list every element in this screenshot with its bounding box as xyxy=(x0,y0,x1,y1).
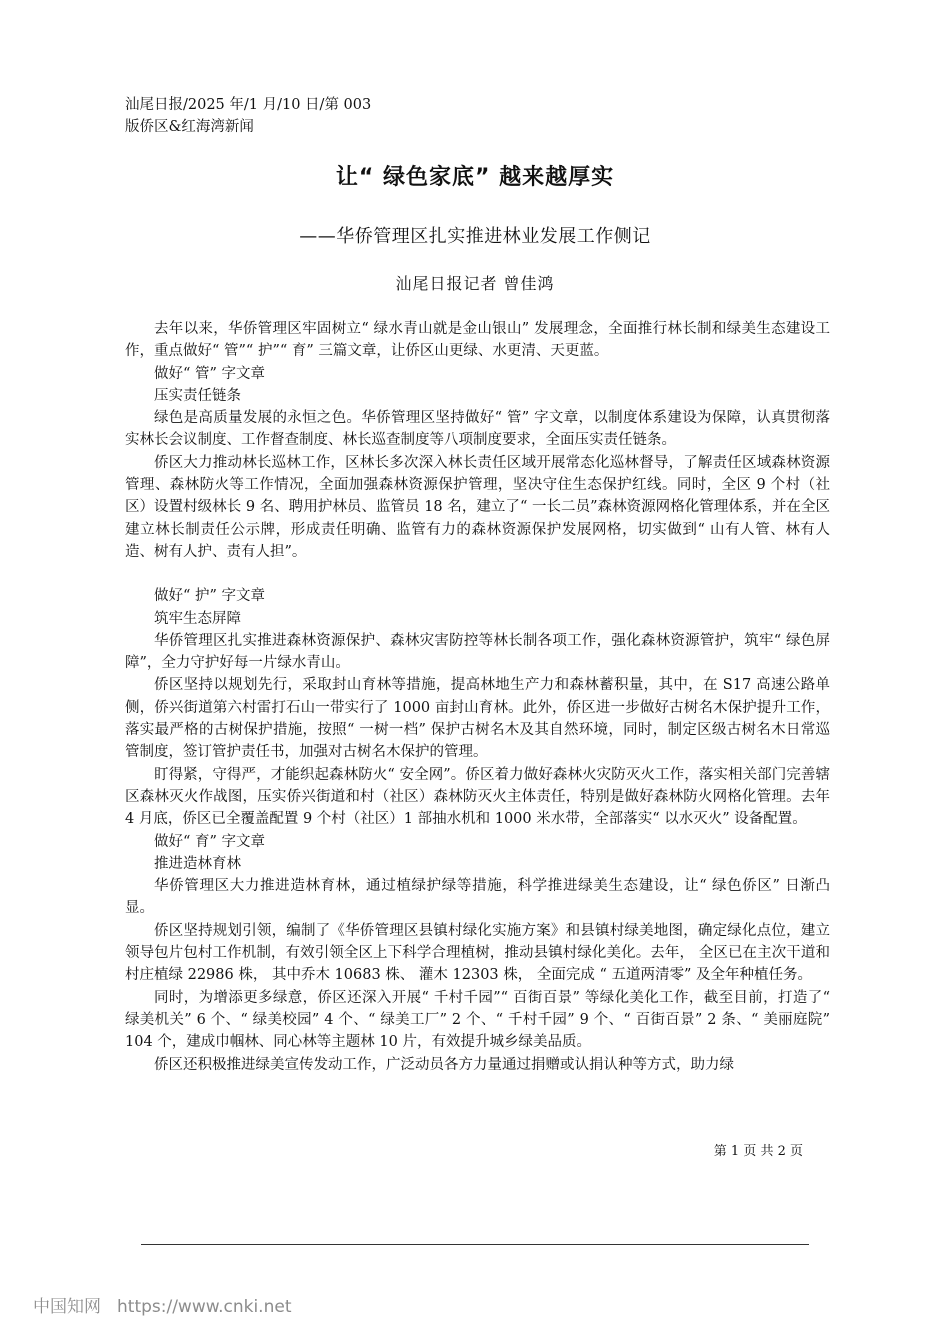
watermark xyxy=(33,1292,291,1317)
section-subheading: 筑牢生态屏障 xyxy=(154,610,241,627)
section-subheading: 压实责任链条 xyxy=(154,387,241,404)
watermark-url: https://www.cnki.net xyxy=(117,1297,292,1317)
paragraph: 华侨管理区大力推进造林育林，通过植绿护绿等措施，科学推进绿美生态建设，让“ 绿色侨区” 日渐凸显。 xyxy=(125,878,830,917)
footer-divider xyxy=(141,1244,809,1245)
paragraph: 侨区坚持以规划先行，采取封山育林等措施，提高林地生产力和森林蓄积量，其中，在 S17 高速公路单侧，侨兴街道第六村雷打石山一带实行了 1000 亩封山育林。此外，侨区进一步做好古树名木保护提升工作，落实最严格的古树保护措施，按照“ 一树一档” 保护古树名木及其自然环境，同时，制定区级古树名木日常巡管制度，签订管护责任书，加强对古树名木保护的管理。 xyxy=(125,677,830,761)
article-body xyxy=(125,318,830,1076)
page-number: 第 1 页 共 2 页 xyxy=(713,1144,803,1159)
paragraph: 侨区坚持规划引领，编制了《华侨管理区县镇村绿化实施方案》和县镇村绿美地图，确定绿化点位，建立领导包片包村工作机制，有效引领全区上下科学合理植树，推动县镇村绿化美化。去年， 全区已在主次干道和村庄植绿 22986 株， 其中乔木 10683 株、 灌木 12303 株， 全面完成 “ 五道两清零” 及全年种植任务。 xyxy=(125,922,830,984)
section-heading: 做好“ 护” 字文章 xyxy=(154,588,266,605)
paragraph: 盯得紧，守得严，才能织起森林防火“ 安全网”。侨区着力做好森林火灾防灭火工作，落实相关部门完善辖区森林灭火作战图，压实侨兴街道和村（社区）森林防灭火主体责任，特别是做好森林防火网格化管理。去年 4 月底，侨区已全覆盖配置 9 个村（社区）1 部抽水机和 1000 米水带，全部落实“ 以水灭火” 设备配置。 xyxy=(125,766,830,828)
section-subheading: 推进造林育林 xyxy=(154,855,241,872)
watermark-brand: 中国知网 xyxy=(33,1297,101,1317)
paragraph: 华侨管理区扎实推进森林资源保护、森林灾害防控等林长制各项工作，强化森林资源管护，筑牢“ 绿色屏障”，全力守护好每一片绿水青山。 xyxy=(125,632,830,672)
source-line-1: 汕尾日报/2025 年/1 月/10 日/第 003 xyxy=(125,97,372,113)
paragraph: 侨区大力推动林长巡林工作，区林长多次深入林长责任区域开展常态化巡林督导，了解责任区域森林资源管理、森林防火等工作情况，全面加强森林资源保护管理，坚决守住生态保护红线。同时，全区 9 个村（社区）设置村级林长 9 名、聘用护林员、监管员 18 名，建立了“ 一长二员”森林资源网格化管理体系，并在全区建立林长制责任公示牌，形成责任明确、监管有力的森林资源保护发展网格，切实做到“ 山有人管、林有人造、树有人护、责有人担”。 xyxy=(125,454,830,560)
section-heading: 做好“ 育” 字文章 xyxy=(154,833,266,850)
paragraph: 侨区还积极推进绿美宣传发动工作，广泛动员各方力量通过捐赠或认捐认种等方式，助力绿 xyxy=(154,1056,734,1073)
paragraph: 绿色是高质量发展的永恒之色。华侨管理区坚持做好“ 管” 字文章，以制度体系建设为保障，认真贯彻落实林长会议制度、工作督查制度、林长巡查制度等八项制度要求，全面压实责任链条。 xyxy=(125,410,830,449)
article-byline: 汕尾日报记者 曾佳鸿 xyxy=(395,274,555,293)
paragraph: 同时，为增添更多绿意，侨区还深入开展“ 千村千园”“ 百街百景” 等绿化美化工作，截至目前，打造了“ 绿美机关” 6 个、“ 绿美校园” 4 个、“ 绿美工厂” 2 个、“ 千村千园” 9 个、“ 百街百景” 2 条、“ 美丽庭院” 104 个，建成巾帼林、同心林等主题林 10 片，有效提升城乡绿美品质。 xyxy=(125,989,830,1051)
article-source-header xyxy=(125,94,371,138)
section-heading: 做好“ 管” 字文章 xyxy=(154,365,266,382)
article-title: 让“ 绿色家底” 越来越厚实 xyxy=(335,165,615,190)
paragraph: 去年以来，华侨管理区牢固树立“ 绿水青山就是金山银山” 发展理念，全面推行林长制和绿美生态建设工作，重点做好“ 管”“ 护”“ 育” 三篇文章，让侨区山更绿、水更清、天更蓝。 xyxy=(125,321,830,360)
article-subtitle: ——华侨管理区扎实推进林业发展工作侧记 xyxy=(299,226,651,247)
source-line-2: 版侨区&红海湾新闻 xyxy=(125,119,254,135)
